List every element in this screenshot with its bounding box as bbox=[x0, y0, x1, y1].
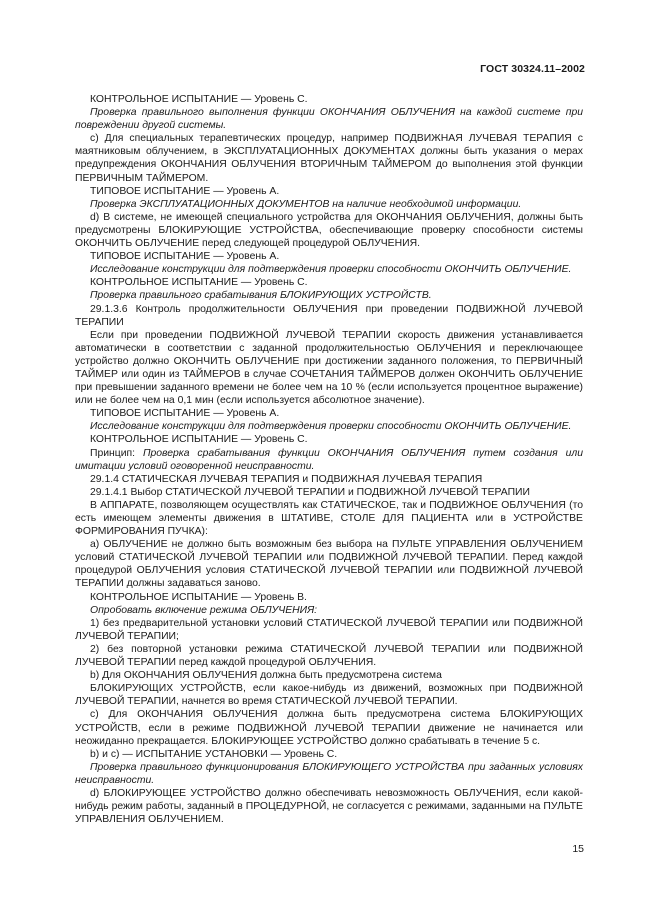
paragraph: с) Для специальных терапевтических процедур, например ПОДВИЖНАЯ ЛУЧЕВАЯ ТЕРАПИЯ с маятниковым облучением, в ЭКСПЛУАТАЦИОННЫХ ДОКУМЕНТАХ должны быть указания о мерах предупреждения ОКОНЧАНИЯ ОБЛУЧЕНИЯ ВТОРИЧНЫМ ТАЙМЕРОМ до выполнения этой функции ПЕРВИЧНЫМ ТАЙМЕРОМ. bbox=[75, 133, 583, 184]
paragraph: 2) без повторной установки режима СТАТИЧЕСКОЙ ЛУЧЕВОЙ ТЕРАПИИ или ПОДВИЖНОЙ ЛУЧЕВОЙ ТЕРАПИИ перед каждой процедурой ОБЛУЧЕНИЯ. bbox=[75, 643, 583, 669]
principle-text: Проверка срабатывания функции ОКОНЧАНИЯ ОБЛУЧЕНИЯ путем создания или имитации условий оговоренной неисправности. bbox=[75, 447, 583, 472]
paragraph: Проверка ЭКСПЛУАТАЦИОННЫХ ДОКУМЕНТОВ на наличие необходимой информации. bbox=[90, 198, 522, 210]
paragraph: Проверка правильного выполнения функции ОКОНЧАНИЯ ОБЛУЧЕНИЯ на каждой системе при повреждении другой системы. bbox=[75, 107, 583, 132]
paragraph: КОНТРОЛЬНОЕ ИСПЫТАНИЕ — Уровень В. bbox=[90, 591, 307, 603]
paragraph: ТИПОВОЕ ИСПЫТАНИЕ — Уровень А. bbox=[90, 408, 280, 420]
paragraph: КОНТРОЛЬНОЕ ИСПЫТАНИЕ — Уровень С. bbox=[90, 434, 308, 446]
paragraph: Исследование конструкции для подтверждения проверки способности ОКОНЧИТЬ ОБЛУЧЕНИЕ. bbox=[90, 421, 572, 433]
paragraph: Проверка правильного функционирования БЛОКИРУЮЩЕГО УСТРОЙСТВА при заданных условиях неисправности. bbox=[75, 761, 583, 786]
paragraph: b) и с) — ИСПЫТАНИЕ УСТАНОВКИ — Уровень С. bbox=[90, 748, 338, 760]
paragraph: с) Для ОКОНЧАНИЯ ОБЛУЧЕНИЯ должна быть предусмотрена система БЛОКИРУЮЩИХ УСТРОЙСТВ, если в режиме ПОДВИЖНОЙ ЛУЧЕВОЙ ТЕРАПИИ движение не начинается или неожиданно прекращается. БЛОКИРУЮЩЕЕ УСТРОЙСТВО должно срабатывать в течение 5 с. bbox=[75, 709, 583, 747]
document-code: ГОСТ 30324.11–2002 bbox=[480, 63, 585, 75]
paragraph: В АППАРАТЕ, позволяющем осуществлять как СТАТИЧЕСКОЕ, так и ПОДВИЖНОЕ ОБЛУЧЕНИЯ (то есть имеющем элементы движения в ШТАТИВЕ, СТОЛЕ ДЛЯ ПАЦИЕНТА или в УСТРОЙСТВЕ ФОРМИРОВАНИЯ ПУЧКА): bbox=[75, 499, 583, 538]
paragraph: Если при проведении ПОДВИЖНОЙ ЛУЧЕВОЙ ТЕРАПИИ скорость движения устанавливается автоматически в соответствии с заданной продолжительностью ОБЛУЧЕНИЯ и переключающее устройство должно ОКОНЧИТЬ ОБЛУЧЕНИЕ при достижении заданного положения, то ПЕРВИЧНЫЙ ТАЙМЕР или один из ТАЙМЕРОВ в случае СОЧЕТАНИЯ ТАЙМЕРОВ должен ОКОНЧИТЬ ОБЛУЧЕНИЕ при превышении заданного времени не более чем на 10 % (если используется процентное выражение) или не более чем на 0,1 мин (если используется абсолютное значение). bbox=[75, 329, 583, 407]
paragraph: 1) без предварительной установки условий СТАТИЧЕСКОЙ ЛУЧЕВОЙ ТЕРАПИИ или ПОДВИЖНОЙ ЛУЧЕВОЙ ТЕРАПИИ; bbox=[75, 617, 583, 642]
paragraph: b) Для ОКОНЧАНИЯ ОБЛУЧЕНИЯ должна быть предусмотрена система bbox=[90, 670, 442, 682]
section-heading: 29.1.4 СТАТИЧЕСКАЯ ЛУЧЕВАЯ ТЕРАПИЯ и ПОДВИЖНАЯ ЛУЧЕВАЯ ТЕРАПИЯ bbox=[90, 473, 483, 485]
section-heading: 29.1.4.1 Выбор СТАТИЧЕСКОЙ ЛУЧЕВОЙ ТЕРАПИИ и ПОДВИЖНОЙ ЛУЧЕВОЙ ТЕРАПИИ bbox=[90, 486, 530, 498]
page-number: 15 bbox=[572, 843, 584, 855]
paragraph: БЛОКИРУЮЩИХ УСТРОЙСТВ, если какое-нибудь из движений, возможных при ПОДВИЖНОЙ ЛУЧЕВОЙ ТЕРАПИИ, начнется во время СТАТИЧЕСКОЙ ЛУЧЕВОЙ ТЕРАПИИ. bbox=[75, 683, 583, 708]
paragraph: КОНТРОЛЬНОЕ ИСПЫТАНИЕ — Уровень С. bbox=[90, 94, 308, 105]
paragraph: ТИПОВОЕ ИСПЫТАНИЕ — Уровень А. bbox=[90, 251, 280, 263]
paragraph: d) БЛОКИРУЮЩЕЕ УСТРОЙСТВО должно обеспечивать невозможность ОБЛУЧЕНИЯ, если какой-нибудь режим работы, заданный в ПРОЦЕДУРНОЙ, не согласуется с режимами, заданными на ПУЛЬТЕ УПРАВЛЕНИЯ ОБЛУЧЕНИЕМ. bbox=[75, 787, 583, 826]
paragraph: Опробовать включение режима ОБЛУЧЕНИЯ: bbox=[90, 604, 318, 616]
paragraph: ТИПОВОЕ ИСПЫТАНИЕ — Уровень А. bbox=[90, 185, 280, 197]
section-heading: 29.1.3.6 Контроль продолжительности ОБЛУЧЕНИЯ при проведении ПОДВИЖНОЙ ЛУЧЕВОЙ ТЕРАПИИ bbox=[75, 303, 583, 328]
paragraph: d) В системе, не имеющей специального устройства для ОКОНЧАНИЯ ОБЛУЧЕНИЯ, должны быть предусмотрены БЛОКИРУЮЩИЕ УСТРОЙСТВА, обеспечивающие проверку способности системы ОКОНЧИТЬ ОБЛУЧЕНИЕ перед следующей процедурой ОБЛУЧЕНИЯ. bbox=[75, 211, 583, 250]
principle-label: Принцип: bbox=[90, 447, 136, 459]
document-body bbox=[75, 93, 583, 826]
paragraph: Исследование конструкции для подтверждения проверки способности ОКОНЧИТЬ ОБЛУЧЕНИЕ. bbox=[90, 264, 572, 276]
paragraph: а) ОБЛУЧЕНИЕ не должно быть возможным без выбора на ПУЛЬТЕ УПРАВЛЕНИЯ ОБЛУЧЕНИЕМ условий СТАТИЧЕСКОЙ ЛУЧЕВОЙ ТЕРАПИИ или ПОДВИЖНОЙ ЛУЧЕВОЙ ТЕРАПИИ. Перед каждой процедурой ОБЛУЧЕНИЯ условия СТАТИЧЕСКОЙ ЛУЧЕВОЙ ТЕРАПИИ или ПОДВИЖНОЙ ЛУЧЕВОЙ ТЕРАПИИ должны задаваться заново. bbox=[75, 539, 583, 590]
paragraph: Проверка правильного срабатывания БЛОКИРУЮЩИХ УСТРОЙСТВ. bbox=[90, 290, 432, 302]
paragraph: КОНТРОЛЬНОЕ ИСПЫТАНИЕ — Уровень С. bbox=[90, 277, 308, 289]
principle-paragraph bbox=[75, 447, 583, 473]
